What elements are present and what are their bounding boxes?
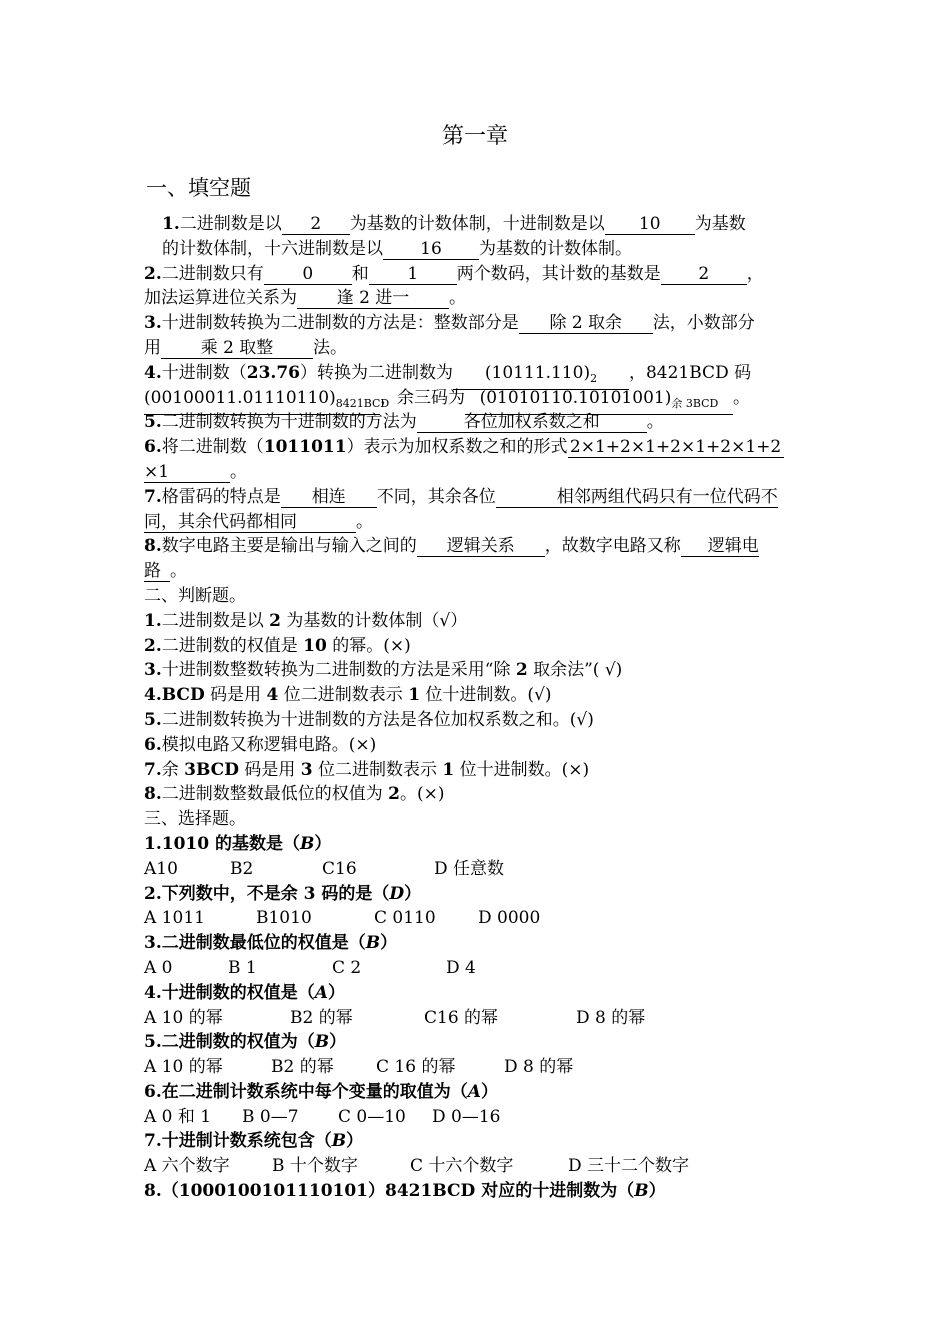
option-c: C 16 的幂 <box>376 1057 456 1078</box>
option-a: A 六个数字 <box>144 1156 230 1177</box>
fill-question-7-cont: 同，其余代码都相同 。 <box>144 511 373 532</box>
option-d: D 4 <box>446 957 476 978</box>
fill-question-6-cont: ×1 。 <box>144 461 247 482</box>
section-heading-fill-blank: 一、填空题 <box>146 176 251 200</box>
option-d: D 0000 <box>478 908 541 929</box>
option-c: C 十六个数字 <box>410 1156 514 1177</box>
choice-question-3: 3.二进制数最低位的权值是（B） <box>144 933 398 954</box>
fill-question-1: 1.二进制数是以 2 为基数的计数体制，十进制数是以 10 为基数 <box>162 214 746 234</box>
answer-blank: $(10111.110)_2$ <box>453 363 629 390</box>
option-d: D 8 的幂 <box>576 1007 646 1028</box>
judge-question-6: 6.模拟电路又称逻辑电路。(×) <box>144 734 377 755</box>
option-d: D 三十二个数字 <box>568 1156 690 1177</box>
judge-question-5: 5.二进制数转换为十进制数的方法是各位加权系数之和。(√) <box>144 709 594 730</box>
choice-options-2 <box>144 906 814 931</box>
option-a: A 10 的幂 <box>144 1057 223 1078</box>
answer-blank: 逻辑电 <box>681 536 759 557</box>
option-a: A 0 <box>144 957 173 978</box>
fill-question-2: 2.二进制数只有 0 和 1 两个数码，其计数的基数是 2 ， <box>144 263 764 284</box>
choice-question-6: 6.在二进制计数系统中每个变量的取值为（A） <box>144 1081 498 1102</box>
fill-question-4-cont: $(00100011.01110110)_{8421BCD}$，余三码为 $(01010110.10101001)_{余 3BCD}$ 。 <box>144 386 814 411</box>
choice-question-1: 1.1010 的基数是（B） <box>144 833 332 854</box>
option-a: A 10 的幂 <box>144 1007 223 1028</box>
choice-question-5: 5.二进制数的权值为（B） <box>144 1032 347 1053</box>
answer-blank: $(01010110.10101001)_{余 3BCD}$ <box>465 388 733 415</box>
answer-blank: 2 <box>661 264 747 285</box>
answer-blank: 除 2 取余 <box>519 313 653 334</box>
answer-blank: 乘 2 取整 <box>161 338 313 359</box>
option-c: C 0—10 <box>338 1106 406 1127</box>
fill-question-2-cont: 加法运算进位关系为 逢 2 进一 。 <box>144 288 466 309</box>
answer-blank: 各位加权系数之和 <box>417 412 647 433</box>
fill-question-1-cont: 的计数体制，十六进制数是以 16 为基数的计数体制。 <box>162 238 632 259</box>
option-b: B 1 <box>228 957 257 978</box>
judge-question-4: 4.BCD 码是用 4 位二进制数表示 1 位十进制数。(√) <box>144 685 552 706</box>
option-b: B2 的幂 <box>290 1007 353 1028</box>
option-c: C16 的幂 <box>424 1007 499 1028</box>
option-d: D 0—16 <box>432 1106 501 1127</box>
answer-blank: 0 <box>264 264 352 285</box>
answer-blank: 10 <box>605 214 695 235</box>
choice-question-8: 8.（1000100101110101）8421BCD 对应的十进制数为（B） <box>144 1181 666 1202</box>
judge-question-3: 3.十进制数整数转换为二进制数的方法是采用“除 2 取余法”( √) <box>144 660 623 681</box>
judge-question-8: 8.二进制数整数最低位的权值为 2。(×) <box>144 784 445 805</box>
question-content <box>144 212 814 1204</box>
option-b: B1010 <box>256 908 312 929</box>
option-b: B2 <box>230 858 254 879</box>
option-c: C 0110 <box>374 908 436 929</box>
judge-question-2: 2.二进制数的权值是 10 的幂。(×) <box>144 635 411 656</box>
answer-blank: 同，其余代码都相同 <box>144 512 356 533</box>
option-a: A10 <box>144 858 178 879</box>
judge-question-1: 1.二进制数是以 2 为基数的计数体制（√） <box>144 610 468 631</box>
answer-blank: 逢 2 进一 <box>297 288 449 309</box>
answer-blank: 16 <box>383 239 479 260</box>
answer-blank: 逻辑关系 <box>417 536 545 557</box>
option-b: B2 的幂 <box>271 1057 334 1078</box>
option-b: B 十个数字 <box>272 1156 358 1177</box>
choice-options-6 <box>144 1105 814 1130</box>
fill-question-4: 4.十进制数（23.76）转换为二进制数为 $(10111.110)_2$ ，8421BCD 码 <box>144 361 814 386</box>
choice-options-3 <box>144 956 814 981</box>
fill-question-3: 3.十进制数转换为二进制数的方法是：整数部分是 除 2 取余 法，小数部分 <box>144 313 755 334</box>
answer-blank: 相邻两组代码只有一位代码不 <box>496 487 778 508</box>
chapter-title: 第一章 <box>441 124 508 149</box>
option-c: C 2 <box>332 957 362 978</box>
answer-blank: ×1 <box>144 462 230 483</box>
answer-blank: 2 <box>282 214 350 235</box>
section-heading-true-false: 二、判断题。 <box>144 585 246 606</box>
option-a: A 0 和 1 <box>144 1106 212 1127</box>
answer-blank: 1 <box>369 264 457 285</box>
fill-question-5: 5.二进制数转换为十进制数的方法为 各位加权系数之和 。 <box>144 412 664 433</box>
fill-question-6: 6.将二进制数（1011011）表示为加权系数之和的形式 2×1+2×1+2×1+2×1+2 <box>144 435 814 460</box>
choice-question-7: 7.十进制计数系统包含（B） <box>144 1131 364 1152</box>
fill-question-8: 8.数字电路主要是输出与输入之间的 逻辑关系 ，故数字电路又称 逻辑电 <box>144 536 759 557</box>
section-heading-multiple-choice: 三、选择题。 <box>144 809 246 830</box>
option-a: A 1011 <box>144 908 205 929</box>
answer-blank: $(00100011.01110110)_{8421BCD}$ <box>144 388 380 415</box>
choice-options-4 <box>144 1006 814 1031</box>
answer-blank: 相连 <box>281 487 377 508</box>
option-d: D 任意数 <box>434 858 505 879</box>
choice-options-1 <box>144 857 814 882</box>
option-d: D 8 的幂 <box>504 1057 574 1078</box>
fill-question-7: 7.格雷码的特点是 相连 不同，其余各位 相邻两组代码只有一位代码不 <box>144 486 778 507</box>
fill-question-3-cont: 用 乘 2 取整 法。 <box>144 337 347 358</box>
option-c: C16 <box>322 858 357 879</box>
choice-question-4: 4.十进制数的权值是（A） <box>144 982 345 1003</box>
answer-blank: 2×1+2×1+2×1+2×1+2 <box>568 437 784 458</box>
answer-blank: 路 <box>144 561 170 582</box>
fill-question-8-cont: 路 。 <box>144 561 187 582</box>
choice-question-2: 2.下列数中，不是余 3 码的是（D） <box>144 883 422 904</box>
choice-options-5 <box>144 1055 814 1080</box>
choice-options-7 <box>144 1154 814 1179</box>
option-b: B 0—7 <box>242 1106 299 1127</box>
judge-question-7: 7.余 3BCD 码是用 3 位二进制数表示 1 位十进制数。(×) <box>144 759 590 780</box>
